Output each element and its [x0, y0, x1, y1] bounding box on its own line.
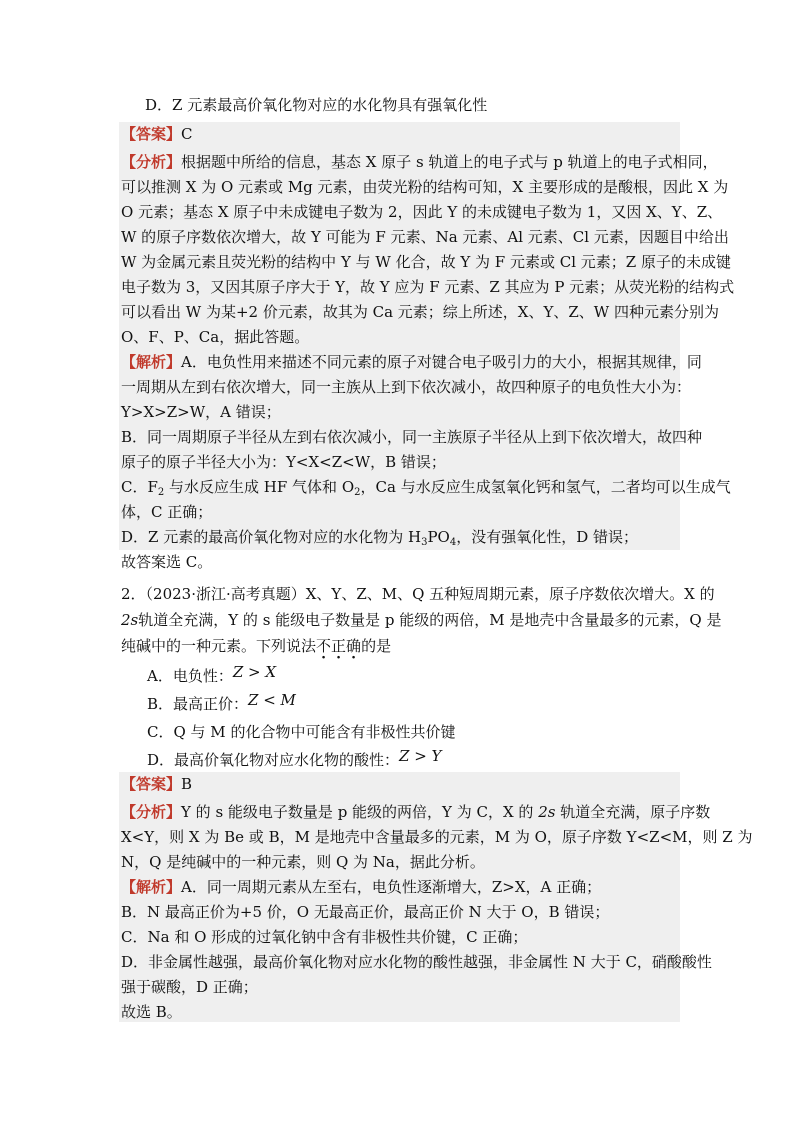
explain-tag: 【解析】: [121, 878, 182, 896]
q2-stem-line-3: [121, 634, 391, 658]
answer-tag: 【答案】: [121, 125, 182, 143]
subscript: 4: [449, 537, 457, 548]
q1-analysis-line-4: W 的原子序数依次增大，故 Y 可能为 F 元素、Na 元素、Al 元素、Cl 元素，因题目中给出: [121, 228, 729, 246]
q1-analysis-line-7: 可以看出 W 为某+2 价元素，故其为 Ca 元素；综上所述，X、Y、Z、W 四种元素分别为: [121, 303, 719, 321]
q2-option-d: [147, 748, 441, 772]
q1-explain-b2: 原子的原子半径大小为：Y<X<Z<W，B 错误；: [121, 453, 446, 471]
text: C．F: [121, 478, 158, 496]
q2-explain-c: C．Na 和 O 形成的过氧化钠中含有非极性共价键，C 正确；: [121, 928, 528, 946]
q2-answer: [121, 772, 192, 796]
text: A．同一周期元素从左至右，电负性逐渐增大，Z>X，A 正确；: [181, 878, 602, 896]
emphasis-dot-char: 正: [331, 637, 347, 655]
q1-analysis-line-3: O 元素；基态 X 原子中未成键电子数为 2，因此 Y 的未成键电子数为 1，又因 X、Y、Z、: [121, 203, 723, 221]
q2-explain-d1: D．非金属性越强，最高价氧化物对应水化物的酸性越强，非金属性 N 大于 C，硝酸酸性: [121, 953, 712, 971]
subscript: 2: [354, 487, 361, 498]
text: 轨道全充满，Y 的 s 能级电子数量是 p 能级的两倍，M 是地壳中含量最多的元素，Q 是: [138, 611, 722, 629]
q1-explain-d1: [121, 525, 638, 549]
q1-analysis-line-6: 电子数为 3，又因其原子序大于 Y，故 Y 应为 F 元素、Z 其应为 P 元素；从荧光粉的结构式: [121, 278, 735, 296]
q1-answer: [121, 122, 193, 146]
q2-option-c: C．Q 与 M 的化合物中可能含有非极性共价键: [147, 723, 456, 741]
orbital-2s: 2s: [538, 803, 556, 821]
answer-value: B: [181, 775, 193, 793]
q2-explain-b: B．N 最高正价为+5 价，O 无最高正价，最高正价 N 大于 O，B 错误；: [121, 903, 610, 921]
q2-option-a: [147, 664, 276, 688]
q2-analysis-line-2: X<Y，则 X 为 Be 或 B，M 是地壳中含量最多的元素，M 为 O，原子序数 Y<Z<M，则 Z 为: [121, 828, 753, 846]
answer-value: C: [181, 125, 193, 143]
option-math: Z > X: [232, 663, 277, 681]
q2-analysis-line-1: [121, 800, 710, 824]
q2-option-b: [147, 692, 296, 716]
q2-stem-line-2: [121, 608, 722, 632]
q1-explain-a2: 一周期从左到右依次增大，同一主族从上到下依次减小，故四种原子的电负性大小为：: [121, 378, 692, 396]
q1-analysis-line-5: W 为金属元素且荧光粉的结构中 Y 与 W 化合，故 Y 为 F 元素或 Cl 元素；Z 原子的未成键: [121, 253, 731, 271]
q1-analysis-line-2: 可以推测 X 为 O 元素或 Mg 元素，由荧光粉的结构可知，X 主要形成的是酸根，因此 X 为: [121, 178, 729, 196]
q2-explain-end: 故选 B。: [121, 1003, 182, 1021]
answer-tag: 【答案】: [121, 775, 182, 793]
emphasis-dot-char: 不: [316, 637, 332, 655]
q1-explain-c2: 体，C 正确；: [121, 503, 213, 521]
text: Y 的 s 能级电子数量是 p 能级的两倍，Y 为 C，X 的: [181, 803, 539, 821]
q1-analysis-line-8: O、F、P、Ca，据此答题。: [121, 328, 310, 346]
subscript: 2: [157, 487, 165, 498]
text: ，没有强氧化性，D 错误；: [456, 528, 639, 546]
q1-explain-c1: [121, 475, 731, 499]
orbital-2s: 2s: [121, 611, 139, 629]
analysis-tag: 【分析】: [121, 803, 182, 821]
text: 与水反应生成 HF 气体和 O: [164, 478, 355, 496]
text: 纯碱中的一种元素。下列说法: [121, 637, 317, 655]
q2-analysis-line-3: N，Q 是纯碱中的一种元素，则 Q 为 Na，据此分析。: [121, 853, 485, 871]
option-label: B．最高正价：: [147, 695, 249, 713]
text: 轨道全充满，原子序数: [555, 803, 711, 821]
text: ，Ca 与水反应生成氢氧化钙和氢气，二者均可以生成气: [360, 478, 731, 496]
q1-explain-b1: B．同一周期原子半径从左到右依次减小，同一主族原子半径从上到下依次增大，故四种: [121, 428, 703, 446]
text: D．Z 元素的最高价氧化物对应的水化物为 H: [121, 528, 422, 546]
subscript: 3: [421, 537, 428, 548]
explain-text: A．电负性用来描述不同元素的原子对键合电子吸引力的大小，根据其规律，同: [181, 353, 702, 371]
analysis-tag: 【分析】: [121, 153, 182, 171]
q2-stem-line-1: 2．（2023·浙江·高考真题）X、Y、Z、M、Q 五种短周期元素，原子序数依次增大。X 的: [121, 585, 715, 603]
text: PO: [427, 528, 450, 546]
q2-explain-d2: 强于碳酸，D 正确；: [121, 978, 258, 996]
q1-explain-a1: [121, 350, 702, 374]
q1-analysis-line-1: [121, 150, 718, 174]
option-math: Z > Y: [399, 747, 442, 765]
text: 的是: [361, 637, 392, 655]
q2-explain-a: [121, 875, 601, 899]
option-math: Z < M: [248, 691, 296, 709]
q1-explain-a3: Y>X>Z>W，A 错误；: [121, 403, 281, 421]
analysis-text: 根据题中所给的信息，基态 X 原子 s 轨道上的电子式与 p 轨道上的电子式相同，: [181, 153, 718, 171]
q1-explain-end: 故答案选 C。: [121, 553, 213, 571]
option-label: D．最高价氧化物对应水化物的酸性：: [147, 751, 400, 769]
explain-tag: 【解析】: [121, 353, 182, 371]
q1-option-d: D．Z 元素最高价氧化物对应的水化物具有强氧化性: [145, 96, 488, 114]
option-label: A．电负性：: [147, 667, 233, 685]
emphasis-dot-char: 确: [346, 637, 362, 655]
